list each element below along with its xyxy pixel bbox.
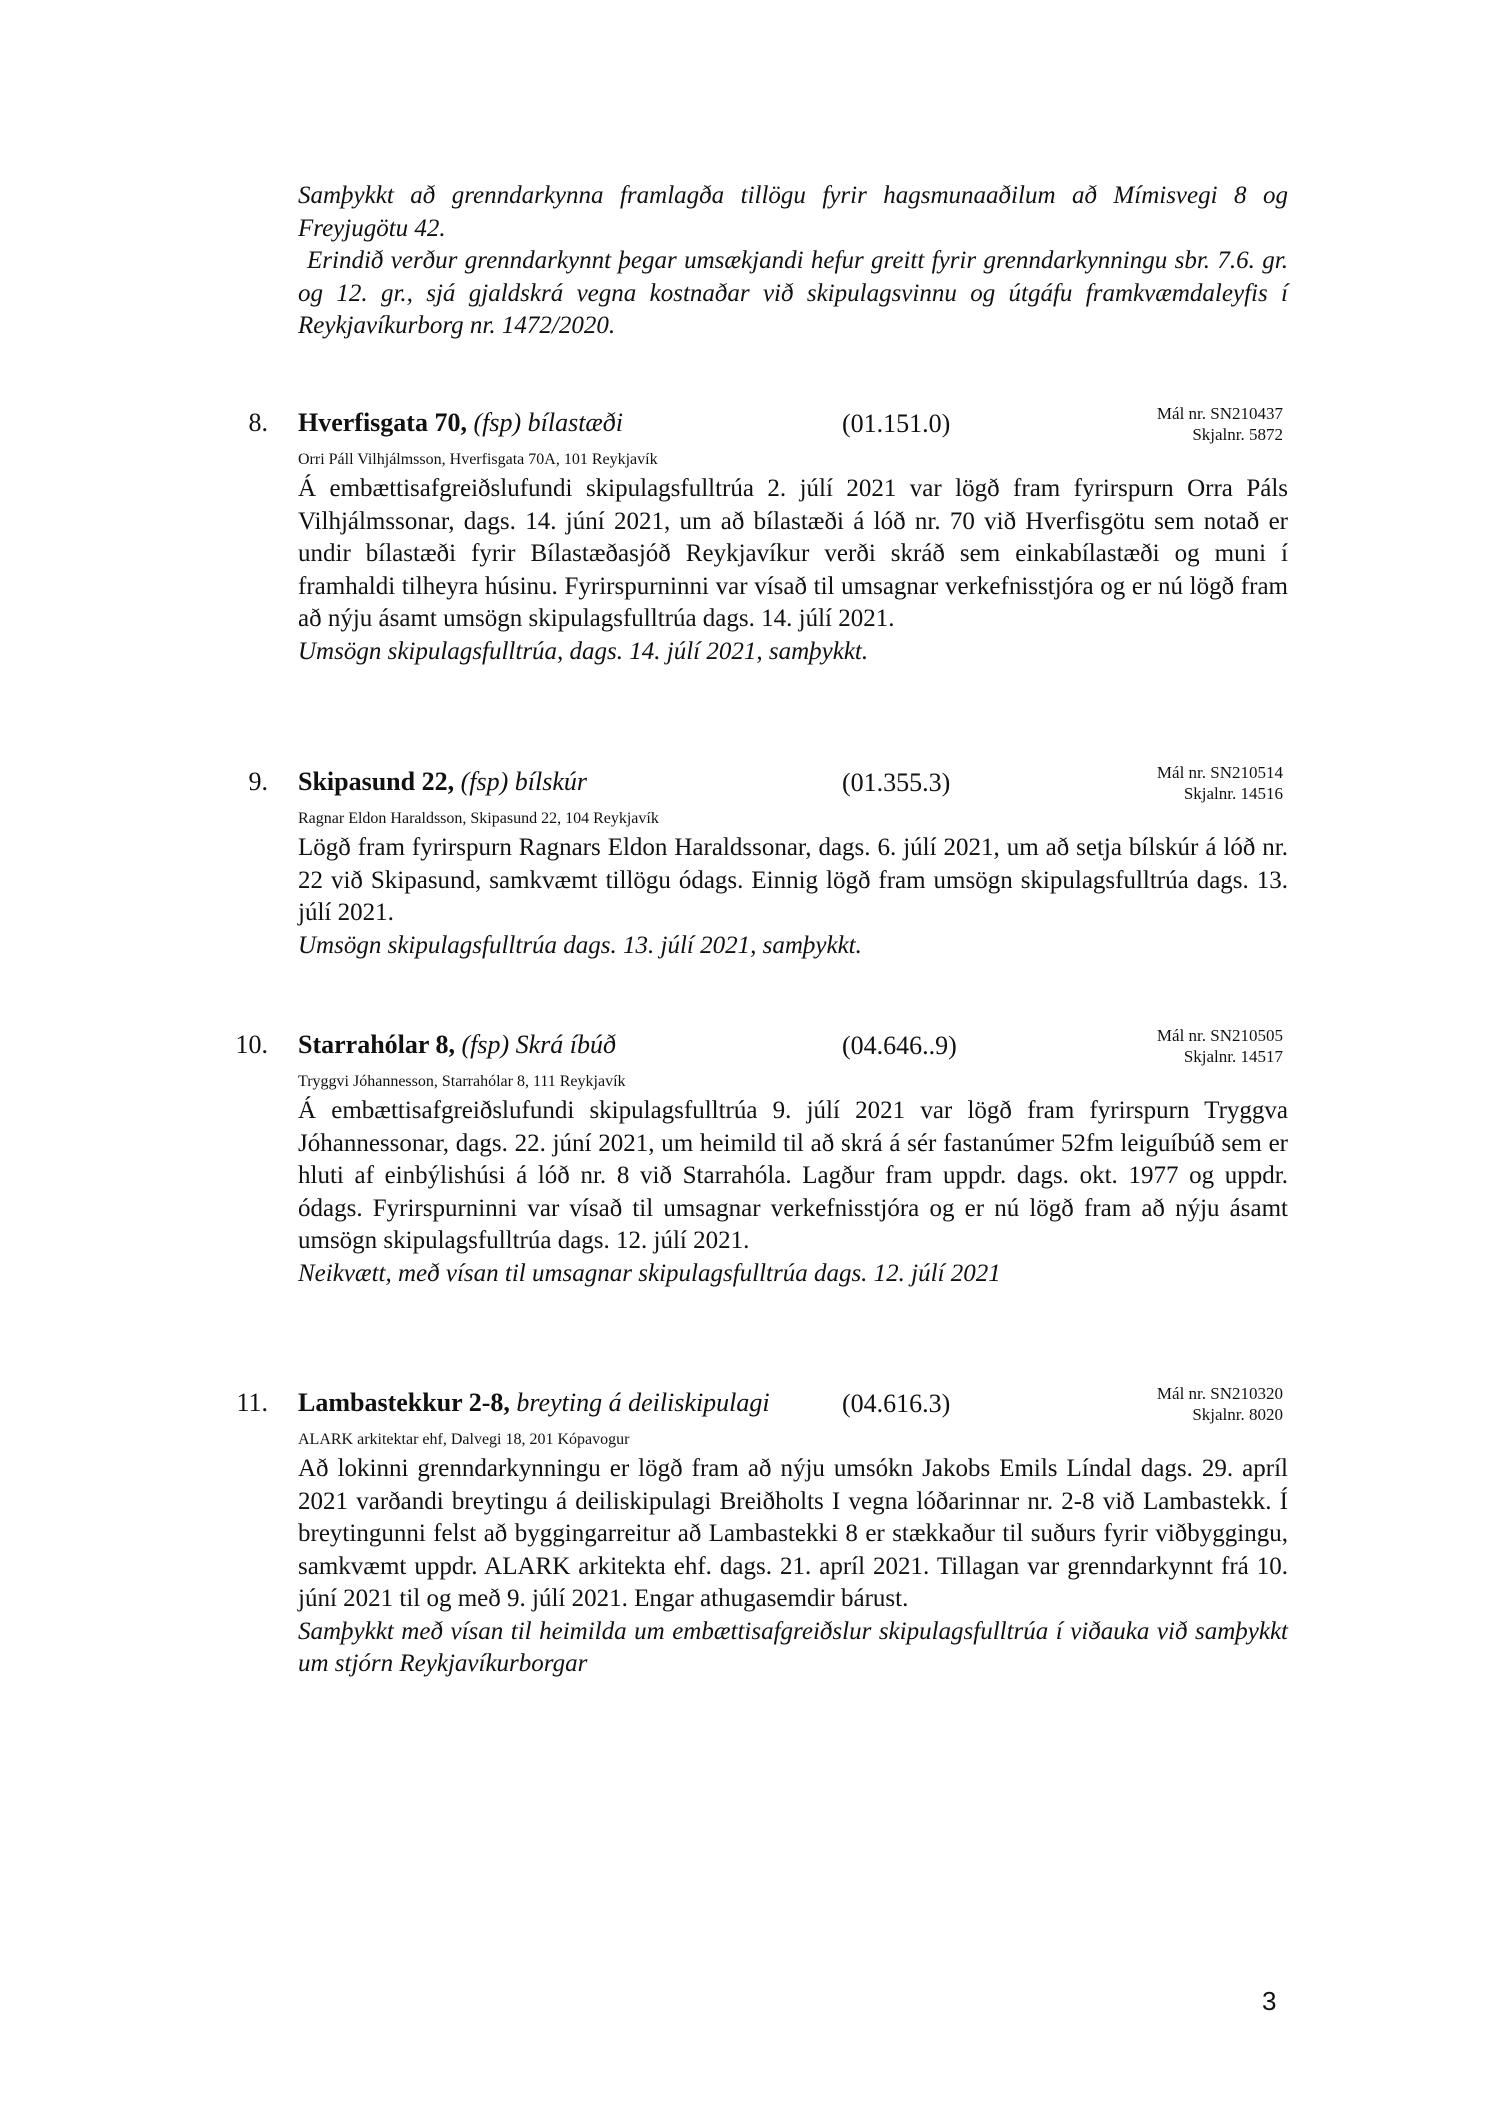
item-applicant: Tryggvi Jóhannesson, Starrahólar 8, 111 Reykjavík: [298, 1073, 626, 1090]
item-land-code: (04.616.3): [842, 1389, 951, 1418]
item-description: Að lokinni grenndarkynningu er lögð fram að nýju umsókn Jakobs Emils Líndal dags. 29. apríl 2021 varðandi breytingu á deiliskipulagi Breiðholts I vegna lóðarinnar nr. 2-8 við Lambastekk. Í breytingunni felst að byggingarreitur að Lambastekki 8 er stækkaður til suðurs fyrir viðbyggingu, samkvæmt uppdr. ALARK arkitekta ehf. dags. 21. apríl 2021. Tillagan var grenndarkynnt frá 10. júní 2021 til og með 9. júlí 2021. Engar athugasemdir bárust.: [298, 1455, 1288, 1612]
item-body: [298, 1095, 1288, 1290]
item-body: [298, 473, 1288, 668]
item-description: Lögð fram fyrirspurn Ragnars Eldon Haraldssonar, dags. 6. júlí 2021, um að setja bílskúr á lóð nr. 22 við Skipasund, samkvæmt tillögu ódags. Einnig lögð fram umsögn skipulagsfulltrúa dags. 13. júlí 2021.: [298, 834, 1288, 926]
item-type: (fsp) bílastæði: [473, 408, 623, 437]
item-address: Skipasund 22,: [298, 767, 455, 796]
item-reference: [1157, 762, 1283, 804]
document-number: Skjalnr. 8020: [1192, 1405, 1283, 1424]
item-type: (fsp) Skrá íbúð: [461, 1030, 616, 1059]
case-number: Mál nr. SN210437: [1156, 404, 1283, 423]
item-body: [298, 1453, 1288, 1681]
item-land-code: (01.151.0): [842, 409, 951, 438]
document-number: Skjalnr. 14516: [1183, 784, 1283, 803]
item-decision: Umsögn skipulagsfulltrúa dags. 13. júlí 2021, samþykkt.: [298, 931, 862, 959]
item-title: [298, 407, 623, 439]
item-decision: Neikvætt, með vísan til umsagnar skipulagsfulltrúa dags. 12. júlí 2021: [298, 1259, 1001, 1287]
item-reference: [1157, 1025, 1283, 1067]
case-number: Mál nr. SN210505: [1156, 1026, 1283, 1045]
item-decision: Umsögn skipulagsfulltrúa, dags. 14. júlí 2021, samþykkt.: [298, 637, 869, 665]
item-title: [298, 1029, 616, 1061]
item-applicant: ALARK arkitektar ehf, Dalvegi 18, 201 Kópavogur: [298, 1431, 630, 1448]
item-number: 10.: [235, 1030, 268, 1059]
item-number: 9.: [248, 767, 268, 796]
item-address: Starrahólar 8,: [298, 1030, 455, 1059]
item-land-code: (04.646..9): [842, 1031, 957, 1060]
item-title: [298, 766, 587, 798]
item-reference: [1157, 1383, 1283, 1425]
item-applicant: Orri Páll Vilhjálmsson, Hverfisgata 70A, 101 Reykjavík: [298, 451, 658, 468]
item-title: [298, 1387, 770, 1419]
item-applicant: Ragnar Eldon Haraldsson, Skipasund 22, 104 Reykjavík: [298, 810, 659, 827]
item-type: (fsp) bílskúr: [460, 767, 587, 796]
intro-approval-text: Samþykkt að grenndarkynna framlagða tillögu fyrir hagsmunaaðilum að Mímisvegi 8 og Freyjugötu 42.: [298, 182, 1288, 242]
case-number: Mál nr. SN210514: [1156, 763, 1283, 782]
item-type: breyting á deiliskipulagi: [516, 1388, 770, 1417]
item-number: 11.: [236, 1388, 268, 1417]
item-number: 8.: [248, 408, 268, 437]
page-number: 3: [1262, 1986, 1277, 2016]
item-reference: [1157, 403, 1283, 445]
item-address: Hverfisgata 70,: [298, 408, 467, 437]
case-number: Mál nr. SN210320: [1156, 1384, 1283, 1403]
item-description: Á embættisafgreiðslufundi skipulagsfulltrúa 9. júlí 2021 var lögð fram fyrirspurn Tryggva Jóhannessonar, dags. 22. júní 2021, um heimild til að skrá á sér fastanúmer 52fm leiguíbúð sem er hluti af einbýlishúsi á lóð nr. 8 við Starrahóla. Lagður fram uppdr. dags. okt. 1977 og uppdr. ódags. Fyrirspurninni var vísað til umsagnar verkefnisstjóra og er nú lögð fram að nýju ásamt umsögn skipulagsfulltrúa dags. 12. júlí 2021.: [298, 1097, 1288, 1254]
item-land-code: (01.355.3): [842, 768, 951, 797]
item-decision: Samþykkt með vísan til heimilda um embættisafgreiðslur skipulagsfulltrúa í viðauka við samþykkt um stjórn Reykjavíkurborgar: [298, 1617, 1288, 1677]
intro-decision: [298, 180, 1288, 343]
document-number: Skjalnr. 14517: [1183, 1047, 1283, 1066]
intro-notice-text: Erindið verður grenndarkynnt þegar umsækjandi hefur greitt fyrir grenndarkynningu sbr. 7.6. gr. og 12. gr., sjá gjaldskrá vegna kostnaðar við skipulagsvinnu og útgáfu framkvæmdaleyfis í Reykjavíkurborg nr. 1472/2020.: [298, 247, 1288, 339]
item-body: [298, 832, 1288, 962]
document-number: Skjalnr. 5872: [1192, 425, 1283, 444]
item-address: Lambastekkur 2-8,: [298, 1388, 510, 1417]
item-description: Á embættisafgreiðslufundi skipulagsfulltrúa 2. júlí 2021 var lögð fram fyrirspurn Orra Páls Vilhjálmssonar, dags. 14. júní 2021, um að bílastæði á lóð nr. 70 við Hverfisgötu sem notað er undir bílastæði fyrir Bílastæðasjóð Reykjavíkur verði skráð sem einkabílastæði og muni í framhaldi tilheyra húsinu. Fyrirspurninni var vísað til umsagnar verkefnisstjóra og er nú lögð fram að nýju ásamt umsögn skipulagsfulltrúa dags. 14. júlí 2021.: [298, 475, 1288, 632]
